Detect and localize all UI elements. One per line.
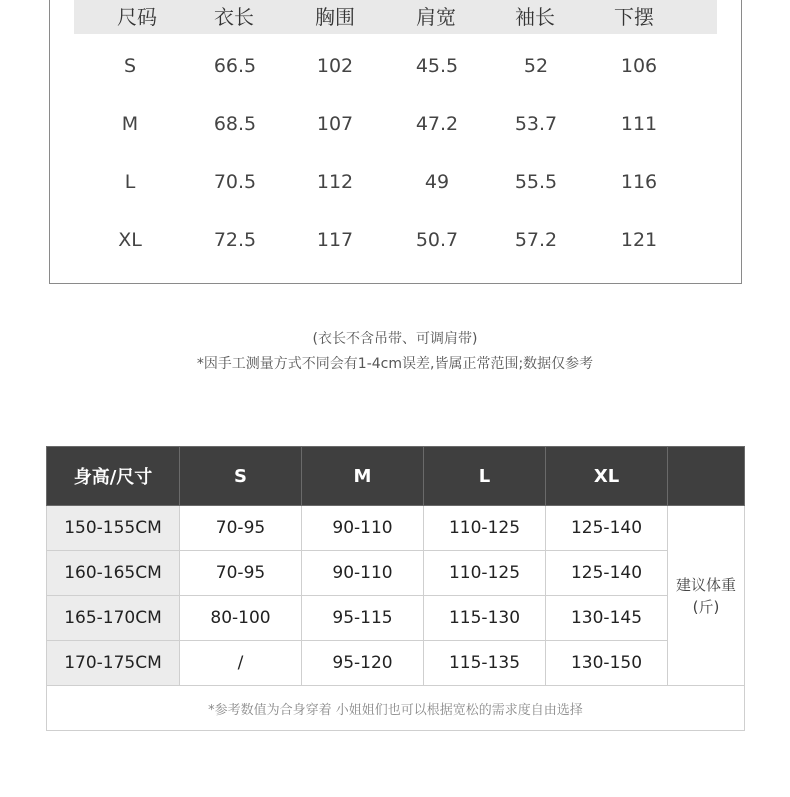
table-row bbox=[47, 506, 745, 551]
header-length: 衣长 bbox=[214, 5, 254, 29]
cell-chest: 107 bbox=[316, 113, 354, 135]
cell-shoulder: 49 bbox=[424, 171, 450, 193]
weight-xl: 125-140 bbox=[546, 506, 668, 551]
cell-size: M bbox=[121, 113, 139, 135]
cell-shoulder: 50.7 bbox=[415, 229, 459, 251]
cell-chest: 112 bbox=[316, 171, 354, 193]
weight-s: 70-95 bbox=[180, 551, 302, 596]
size-row-xl bbox=[0, 220, 790, 260]
weight-s: 70-95 bbox=[180, 506, 302, 551]
height-range: 170-175CM bbox=[47, 641, 180, 686]
weight-m: 95-120 bbox=[302, 641, 424, 686]
cell-chest: 102 bbox=[316, 55, 354, 77]
unit-label-line1: 建议体重 bbox=[675, 575, 736, 594]
weight-l: 115-130 bbox=[424, 596, 546, 641]
cell-shoulder: 45.5 bbox=[415, 55, 459, 77]
weight-m: 90-110 bbox=[302, 506, 424, 551]
weight-l: 110-125 bbox=[424, 506, 546, 551]
header-xl: XL bbox=[546, 447, 668, 506]
unit-label-line2: (斤) bbox=[692, 597, 720, 616]
height-range: 150-155CM bbox=[47, 506, 180, 551]
cell-length: 72.5 bbox=[213, 229, 257, 251]
cell-length: 68.5 bbox=[213, 113, 257, 135]
header-chest: 胸围 bbox=[315, 5, 355, 29]
cell-size: L bbox=[124, 171, 136, 193]
cell-length: 70.5 bbox=[213, 171, 257, 193]
header-size: 尺码 bbox=[117, 5, 157, 29]
header-hem: 下摆 bbox=[614, 5, 654, 29]
table-row bbox=[47, 641, 745, 686]
note-measurement-error: *因手工测量方式不同会有1-4cm误差,皆属正常范围;数据仅参考 bbox=[196, 356, 594, 372]
header-s: S bbox=[180, 447, 302, 506]
cell-sleeve: 55.5 bbox=[514, 171, 558, 193]
note-length-excludes-straps: (衣长不含吊带、可调肩带) bbox=[312, 331, 478, 347]
height-range: 160-165CM bbox=[47, 551, 180, 596]
weight-chart bbox=[46, 446, 745, 731]
weight-l: 110-125 bbox=[424, 551, 546, 596]
height-range: 165-170CM bbox=[47, 596, 180, 641]
header-l: L bbox=[424, 447, 546, 506]
footnote-row bbox=[47, 686, 745, 731]
cell-shoulder: 47.2 bbox=[415, 113, 459, 135]
recommended-weight-label bbox=[668, 506, 745, 686]
header-shoulder: 肩宽 bbox=[416, 5, 456, 29]
cell-hem: 121 bbox=[620, 229, 658, 251]
header-blank bbox=[668, 447, 745, 506]
weight-xl: 125-140 bbox=[546, 551, 668, 596]
weight-chart-footnote: *参考数值为合身穿着 小姐姐们也可以根据宽松的需求度自由选择 bbox=[47, 686, 745, 731]
cell-sleeve: 57.2 bbox=[514, 229, 558, 251]
cell-chest: 117 bbox=[316, 229, 354, 251]
table-row bbox=[47, 551, 745, 596]
size-row-m bbox=[0, 104, 790, 144]
weight-chart-header bbox=[47, 447, 745, 506]
weight-m: 90-110 bbox=[302, 551, 424, 596]
size-row-s bbox=[0, 46, 790, 86]
header-m: M bbox=[302, 447, 424, 506]
size-row-l bbox=[0, 162, 790, 202]
weight-xl: 130-145 bbox=[546, 596, 668, 641]
cell-hem: 106 bbox=[620, 55, 658, 77]
header-height-size: 身高/尺寸 bbox=[47, 447, 180, 506]
cell-sleeve: 52 bbox=[523, 55, 549, 77]
cell-hem: 111 bbox=[620, 113, 658, 135]
weight-xl: 130-150 bbox=[546, 641, 668, 686]
weight-m: 95-115 bbox=[302, 596, 424, 641]
cell-sleeve: 53.7 bbox=[514, 113, 558, 135]
weight-l: 115-135 bbox=[424, 641, 546, 686]
table-row bbox=[47, 596, 745, 641]
cell-size: S bbox=[123, 55, 137, 77]
cell-size: XL bbox=[118, 229, 142, 251]
cell-hem: 116 bbox=[620, 171, 658, 193]
header-sleeve: 袖长 bbox=[515, 5, 555, 29]
weight-s: / bbox=[180, 641, 302, 686]
weight-s: 80-100 bbox=[180, 596, 302, 641]
size-chart-header bbox=[74, 0, 717, 34]
cell-length: 66.5 bbox=[213, 55, 257, 77]
